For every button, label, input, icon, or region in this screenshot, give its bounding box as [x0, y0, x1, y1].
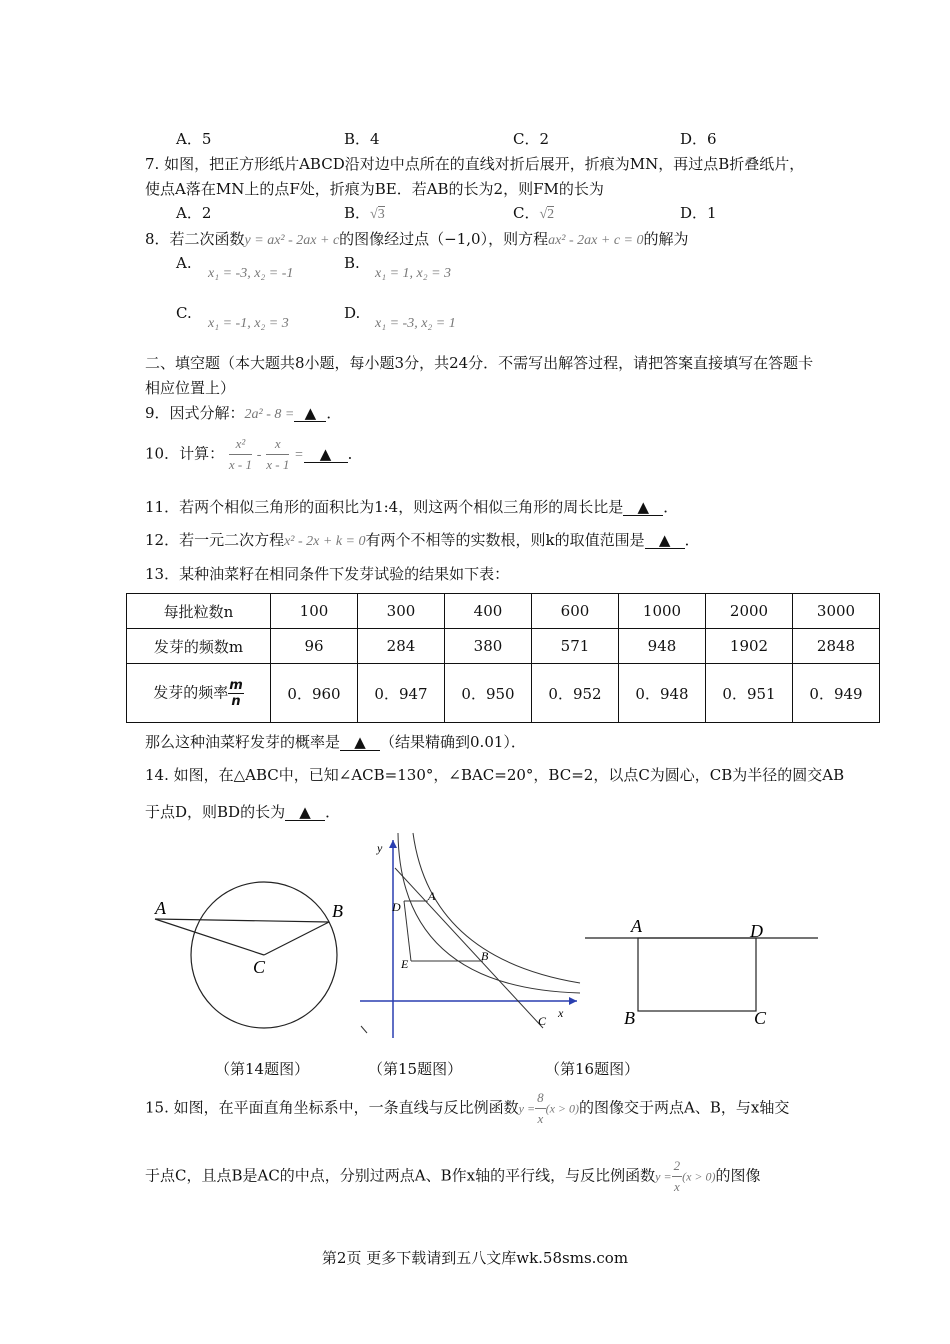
fig15-label-d: D — [392, 900, 401, 914]
q15-line1-suffix: 的图像交于两点A、B，与x轴交 — [579, 1098, 790, 1117]
q8-option-c-value: x₁ = -1, x₂ = 3 — [208, 316, 289, 331]
q12-equation: x² - 2x + k = 0 — [284, 534, 366, 549]
q15-f1-denominator: x — [537, 1111, 544, 1126]
q13-after-prefix: 那么这种油菜籽发芽的概率是 — [145, 733, 341, 751]
fig14-label-a: A — [155, 898, 166, 918]
cell-frequency: 0．960 — [271, 664, 358, 723]
q10-suffix: ． — [347, 444, 363, 463]
fig14-label-b: B — [332, 901, 343, 921]
q8-suffix: 的解为 — [643, 230, 689, 248]
q14-line2-suffix: ． — [325, 803, 341, 821]
q15-f1-fraction — [535, 1090, 546, 1127]
fig15-y-arrow — [389, 840, 397, 848]
q12-answer-blank: ▲ — [645, 533, 685, 549]
fig15-label-y: y — [377, 841, 383, 855]
q15-f2-numerator: 2 — [672, 1158, 683, 1177]
q13-after-suffix: （结果精确到0.01）． — [380, 733, 526, 751]
cell-m: 2848 — [793, 629, 880, 664]
fig15-tick-mark — [361, 1026, 367, 1033]
q8-option-a-label: A. — [176, 254, 192, 272]
cell-m: 571 — [532, 629, 619, 664]
fig15-line-abc — [395, 868, 543, 1028]
section2-heading-line1: 二、填空题（本大题共8小题，每小题3分，共24分．不需写出解答过程，请把答案直接填写在答题卡 — [145, 354, 814, 372]
fig15-label-e: E — [401, 957, 409, 971]
q13-answer-blank: ▲ — [340, 735, 380, 751]
q15-f2-denominator: x — [673, 1179, 680, 1194]
fig15-segment-de — [404, 901, 411, 961]
cell-n: 1000 — [619, 594, 706, 629]
figure-15 — [355, 828, 585, 1043]
q9-answer-blank: ▲ — [294, 406, 326, 422]
q6-option-b: B．4 — [344, 130, 380, 148]
q13-after — [145, 731, 526, 752]
q6-option-d: D．6 — [680, 130, 717, 148]
q8-function: y = ax² - 2ax + c — [244, 233, 340, 248]
q9-expression: 2a² - 8 = — [244, 407, 295, 422]
ratio-numerator: m — [229, 677, 243, 693]
cell-frequency: 0．951 — [706, 664, 793, 723]
q12-mid: 有两个不相等的实数根，则k的取值范围是 — [365, 531, 645, 549]
cell-frequency: 0．950 — [445, 664, 532, 723]
q12-suffix: ． — [684, 531, 700, 549]
q8-prefix: 8．若二次函数 — [145, 230, 245, 248]
figure-14 — [145, 875, 355, 1045]
germination-table — [126, 593, 880, 723]
fig16-label-d: D — [750, 921, 763, 941]
q6-option-c: C．2 — [513, 130, 550, 148]
q15-line2-prefix: 于点C，且点B是AC的中点，分别过两点A、B作x轴的平行线，与反比例函数 — [145, 1166, 656, 1185]
row-label-n: 每批粒数n — [127, 594, 271, 629]
q15-f2-lhs: y = — [655, 1169, 672, 1184]
q10-answer-blank: ▲ — [304, 447, 348, 463]
fig14-label-c: C — [253, 957, 266, 977]
fig15-label-c: C — [538, 1014, 547, 1028]
fig14-segment-ac — [155, 919, 264, 955]
cell-m: 284 — [358, 629, 445, 664]
q8-option-d-label: D. — [344, 304, 361, 322]
cell-n: 300 — [358, 594, 445, 629]
q10 — [145, 436, 363, 473]
caption-figure-14: （第14题图） — [215, 1060, 310, 1078]
q10-fraction-1 — [229, 436, 252, 473]
q7-option-c-value: 2 — [547, 207, 555, 222]
q10-fraction-2-numerator: x — [266, 436, 289, 455]
caption-figure-15: （第15题图） — [368, 1060, 463, 1078]
fig16-label-a: A — [631, 916, 642, 936]
cell-m: 380 — [445, 629, 532, 664]
q7-option-b — [344, 202, 385, 223]
row-label-frequency — [127, 664, 271, 723]
section2-heading-line2: 相应位置上） — [145, 379, 236, 397]
fig14-segment-ab — [155, 919, 329, 922]
figure-16 — [580, 915, 825, 1030]
fig15-label-x: x — [558, 1006, 564, 1020]
q14-line1: 14. 如图，在△ABC中，已知∠ACB=130°，∠BAC=20°，BC=2，以点C为圆心，CB为半径的圆交AB — [145, 766, 845, 784]
caption-figure-16: （第16题图） — [545, 1060, 640, 1078]
fig16-label-c: C — [754, 1008, 767, 1028]
row-label-frequency-text: 发芽的频率 — [153, 683, 229, 701]
q15-f2-condition: (x > 0) — [682, 1169, 716, 1184]
table-row-frequency — [127, 664, 880, 723]
table-row-n — [127, 594, 880, 629]
cell-m: 96 — [271, 629, 358, 664]
q8-option-d-value: x₁ = -3, x₂ = 1 — [375, 316, 456, 331]
table-row-m — [127, 629, 880, 664]
q13-intro: 13．某种油菜籽在相同条件下发芽试验的结果如下表： — [145, 565, 510, 583]
sqrt-sign: √ — [370, 207, 378, 222]
row-label-m: 发芽的频数m — [127, 629, 271, 664]
q7-option-d: D．1 — [680, 204, 717, 222]
q10-prefix: 10．计算： — [145, 444, 225, 463]
q15-f1-numerator: 8 — [535, 1090, 546, 1109]
q12-prefix: 12．若一元二次方程 — [145, 531, 285, 549]
q7-option-c-label: C． — [513, 204, 540, 222]
q15-line1-prefix: 15. 如图，在平面直角坐标系中，一条直线与反比例函数 — [145, 1098, 519, 1117]
cell-frequency: 0．947 — [358, 664, 445, 723]
q10-equals: = — [294, 447, 304, 463]
cell-m: 948 — [619, 629, 706, 664]
cell-n: 600 — [532, 594, 619, 629]
q8-mid: 的图像经过点（−1,0），则方程 — [339, 230, 549, 248]
q15-line2-suffix: 的图像 — [715, 1166, 761, 1185]
q10-fraction-1-denominator: x - 1 — [228, 457, 252, 472]
q9-suffix: ． — [326, 404, 342, 422]
sqrt-sign: √ — [539, 207, 548, 222]
q8-option-c-label: C. — [176, 304, 192, 322]
ratio-denominator: n — [231, 693, 241, 709]
cell-n: 2000 — [706, 594, 793, 629]
page-footer: 第2页 更多下载请到五八文库wk.58sms.com — [321, 1249, 629, 1267]
q7-option-b-value: 3 — [377, 207, 385, 222]
q11-prefix: 11．若两个相似三角形的面积比为1:4，则这两个相似三角形的周长比是 — [145, 498, 624, 516]
ratio-m-over-n — [228, 678, 244, 709]
q6-option-a: A．5 — [176, 130, 212, 148]
fig15-label-b: B — [481, 949, 489, 963]
fig16-rectangle-abcd — [638, 938, 756, 1011]
q9 — [145, 402, 341, 423]
q10-minus: - — [256, 447, 262, 463]
cell-frequency: 0．952 — [532, 664, 619, 723]
q8-option-b-label: B. — [344, 254, 360, 272]
q15-f1-lhs: y = — [518, 1101, 536, 1116]
fig14-segment-bc — [264, 922, 329, 955]
q9-prefix: 9．因式分解： — [145, 404, 245, 422]
q14-answer-blank: ▲ — [285, 805, 325, 821]
fig15-label-a: A — [428, 889, 436, 903]
cell-n: 100 — [271, 594, 358, 629]
q12 — [145, 529, 700, 550]
cell-n: 400 — [445, 594, 532, 629]
q11 — [145, 496, 678, 517]
q10-fraction-1-numerator: x² — [229, 436, 252, 455]
q7-option-b-label: B． — [344, 204, 371, 222]
q7-option-a: A．2 — [176, 204, 212, 222]
q7-line1: 7. 如图，把正方形纸片ABCD沿对边中点所在的直线对折后展开，折痕为MN，再过点B折叠纸片， — [145, 155, 805, 173]
q15-f2-fraction — [672, 1158, 683, 1195]
q10-fraction-2-denominator: x - 1 — [266, 457, 290, 472]
q15-line1 — [145, 1090, 789, 1127]
q8-equation: ax² - 2ax + c = 0 — [548, 233, 644, 248]
cell-m: 1902 — [706, 629, 793, 664]
cell-frequency: 0．949 — [793, 664, 880, 723]
cell-n: 3000 — [793, 594, 880, 629]
q14-line2 — [145, 801, 340, 822]
q11-suffix: ． — [663, 498, 679, 516]
q14-line2-prefix: 于点D，则BD的长为 — [145, 803, 286, 821]
q11-answer-blank: ▲ — [623, 500, 663, 516]
q8-stem — [145, 228, 689, 249]
q15-f1-condition: (x > 0) — [545, 1101, 579, 1116]
q7-line2: 使点A落在MN上的点F处，折痕为BE．若AB的长为2，则FM的长为 — [145, 180, 604, 198]
fig15-x-arrow — [569, 997, 577, 1005]
q15-line2 — [145, 1158, 761, 1195]
fig16-label-b: B — [624, 1008, 635, 1028]
cell-frequency: 0．948 — [619, 664, 706, 723]
q10-fraction-2 — [266, 436, 289, 473]
q8-option-b-value: x₁ = 1, x₂ = 3 — [375, 266, 452, 281]
q8-option-a-value: x₁ = -3, x₂ = -1 — [208, 266, 294, 281]
q7-option-c — [513, 202, 554, 223]
